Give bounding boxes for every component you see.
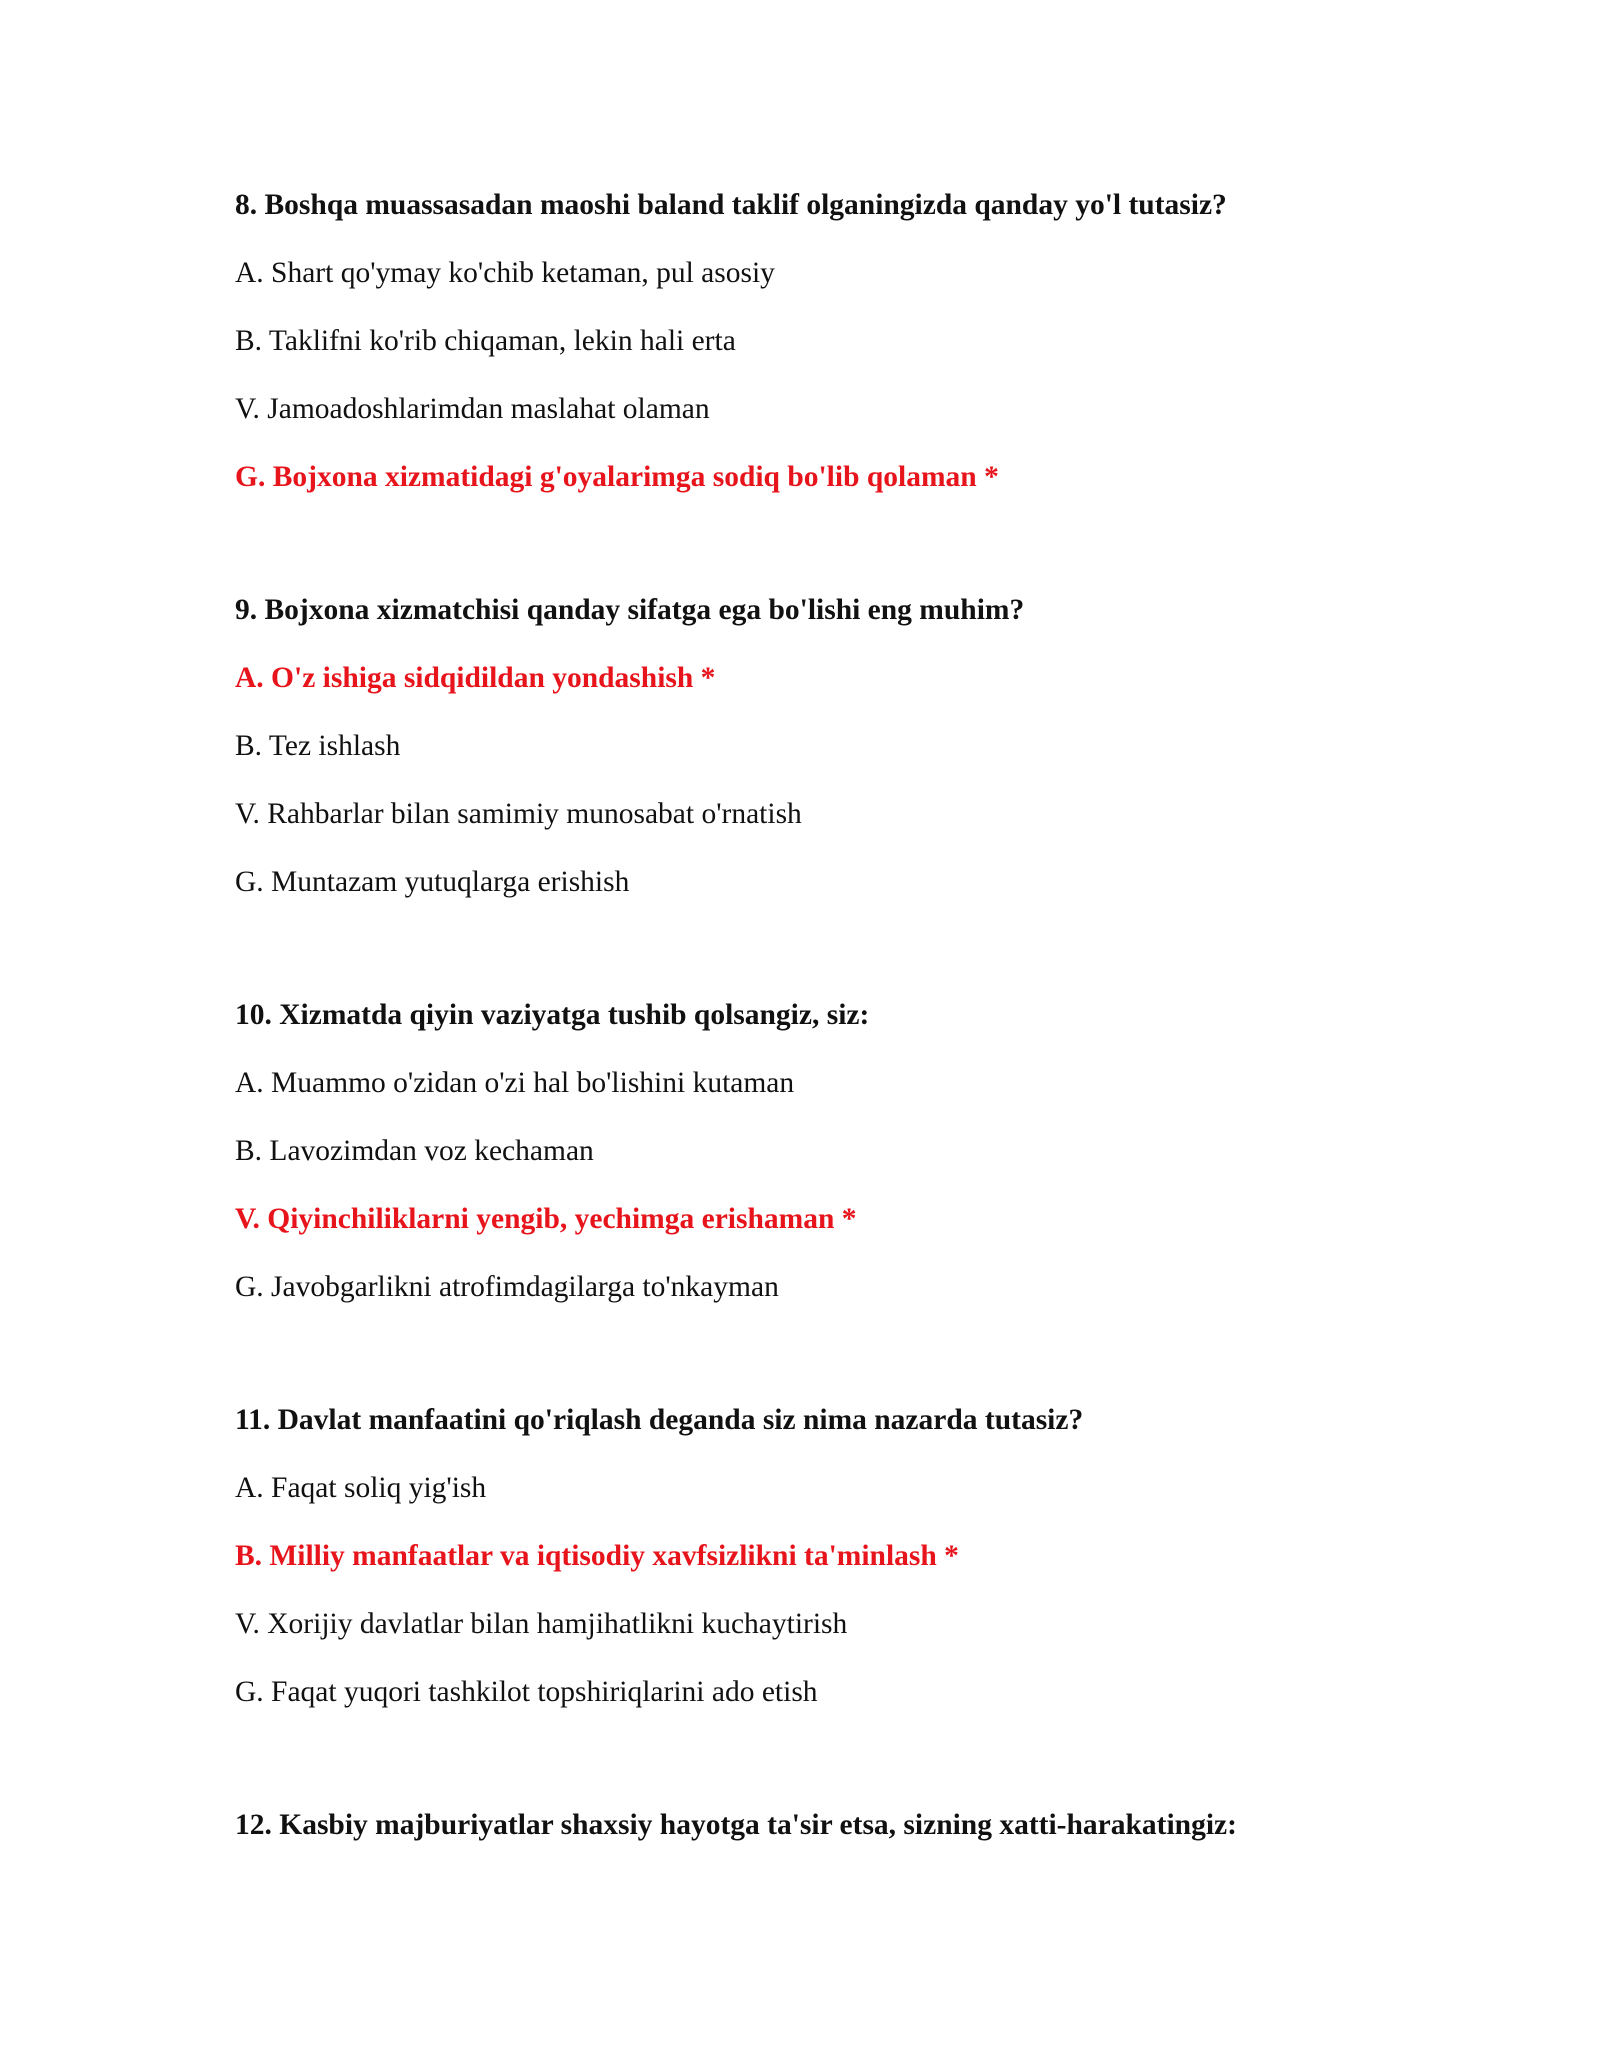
option-a-correct: A. O'z ishiga sidqidildan yondashish * bbox=[235, 662, 716, 694]
option-b: B. Lavozimdan voz kechaman bbox=[235, 1135, 594, 1167]
question-9 bbox=[235, 590, 1435, 902]
question-spacer bbox=[235, 525, 1435, 590]
document-page bbox=[235, 185, 1435, 1873]
question-8 bbox=[235, 185, 1435, 497]
option-a: A. Shart qo'ymay ko'chib ketaman, pul asosiy bbox=[235, 257, 775, 289]
question-spacer bbox=[235, 930, 1435, 995]
option-g-correct: G. Bojxona xizmatidagi g'oyalarimga sodiq bo'lib qolaman * bbox=[235, 461, 999, 493]
option-g: G. Faqat yuqori tashkilot topshiriqlarini ado etish bbox=[235, 1676, 818, 1708]
question-title: 12. Kasbiy majburiyatlar shaxsiy hayotga ta'sir etsa, sizning xatti-harakatingiz: bbox=[235, 1809, 1237, 1841]
option-v: V. Rahbarlar bilan samimiy munosabat o'rnatish bbox=[235, 798, 802, 830]
question-title: 11. Davlat manfaatini qo'riqlash deganda siz nima nazarda tutasiz? bbox=[235, 1404, 1084, 1436]
question-title: 9. Bojxona xizmatchisi qanday sifatga ega bo'lishi eng muhim? bbox=[235, 594, 1025, 626]
option-v-correct: V. Qiyinchiliklarni yengib, yechimga erishaman * bbox=[235, 1203, 857, 1235]
option-b: B. Tez ishlash bbox=[235, 730, 401, 762]
option-g: G. Javobgarlikni atrofimdagilarga to'nkayman bbox=[235, 1271, 779, 1303]
question-12 bbox=[235, 1805, 1435, 1845]
question-spacer bbox=[235, 1740, 1435, 1805]
question-title: 8. Boshqa muassasadan maoshi baland taklif olganingizda qanday yo'l tutasiz? bbox=[235, 189, 1227, 221]
option-g: G. Muntazam yutuqlarga erishish bbox=[235, 866, 630, 898]
option-b: B. Taklifni ko'rib chiqaman, lekin hali erta bbox=[235, 325, 736, 357]
question-title: 10. Xizmatda qiyin vaziyatga tushib qolsangiz, siz: bbox=[235, 999, 870, 1031]
option-v: V. Xorijiy davlatlar bilan hamjihatlikni kuchaytirish bbox=[235, 1608, 848, 1640]
question-10 bbox=[235, 995, 1435, 1307]
option-a: A. Faqat soliq yig'ish bbox=[235, 1472, 487, 1504]
option-a: A. Muammo o'zidan o'zi hal bo'lishini kutaman bbox=[235, 1067, 795, 1099]
option-b-correct: B. Milliy manfaatlar va iqtisodiy xavfsizlikni ta'minlash * bbox=[235, 1540, 959, 1572]
option-v: V. Jamoadoshlarimdan maslahat olaman bbox=[235, 393, 710, 425]
question-spacer bbox=[235, 1335, 1435, 1400]
question-11 bbox=[235, 1400, 1435, 1712]
